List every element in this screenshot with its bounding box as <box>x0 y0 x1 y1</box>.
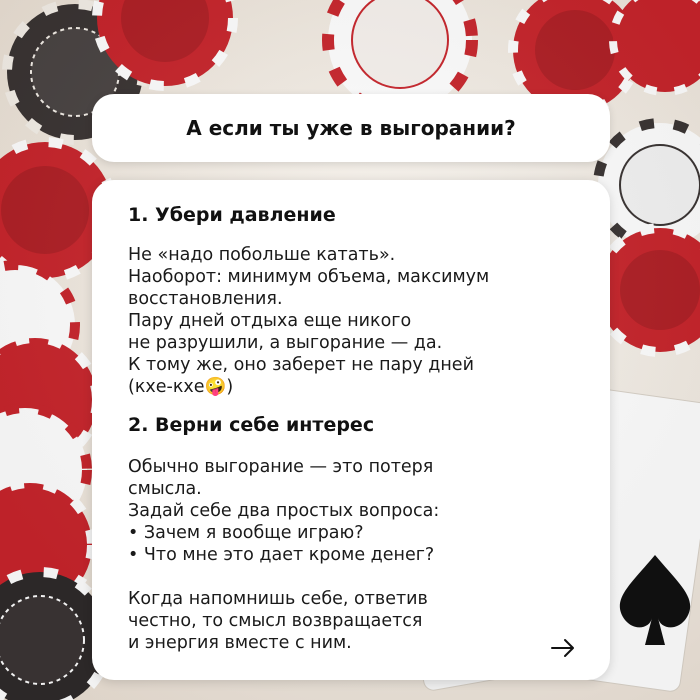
title-card <box>92 94 610 162</box>
section-2-text: Обычно выгорание — это потеря смысла. Задай себе два простых вопроса: • Зачем я вообще играю? • Что мне это дает кроме денег? <box>128 457 440 565</box>
section-1-text: Не «надо побольше катать». Наоборот: минимум объема, максимум восстановления. Пару дней отдыха еще никого не разрушили, а выгорание — да. К тому же, оно заберет не пару дней (кхе-кхе🤪) <box>128 245 490 397</box>
section-1-heading: 1. Убери давление <box>128 204 336 226</box>
section-2-heading: 2. Верни себе интерес <box>128 414 375 436</box>
arrow-right-icon[interactable] <box>550 638 576 658</box>
page-title: А если ты уже в выгорании? <box>186 116 516 140</box>
content-card <box>92 180 610 680</box>
section-2-closing: Когда напомнишь себе, ответив честно, то смысл возвращается и энергия вместе с ним. <box>128 589 428 653</box>
